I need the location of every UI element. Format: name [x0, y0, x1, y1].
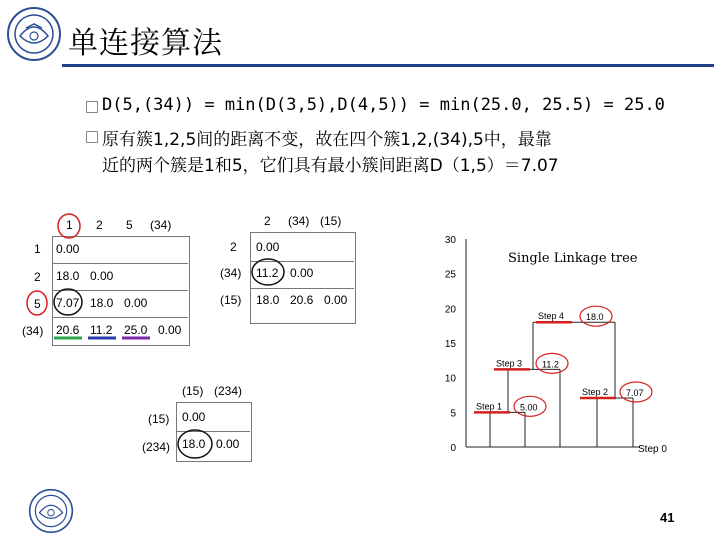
matrix-cell: 0.00: [90, 269, 114, 283]
col-header: 2: [96, 218, 103, 232]
y-tick-label: 5: [450, 408, 456, 420]
y-axis: [445, 235, 466, 454]
step-label: Step 4: [538, 311, 565, 322]
row-header: 2: [230, 240, 237, 254]
row-header: (234): [142, 440, 171, 454]
step-value: 18.0: [586, 312, 604, 323]
col-header: (15): [182, 384, 204, 398]
page-number: 41: [660, 510, 675, 525]
col-header: (15): [320, 214, 342, 228]
row-header: 5: [34, 297, 41, 311]
col-header: 1: [66, 218, 73, 232]
bullet-2-line-1: 原有簇1,2,5间的距离不变，故在四个簇1,2,(34),5中，最靠: [102, 130, 552, 150]
step-value: 7.07: [626, 387, 644, 398]
y-tick-label: 20: [444, 304, 456, 316]
matrix-cell: 20.6: [290, 293, 314, 307]
matrix-cell: 11.2: [90, 323, 113, 337]
matrix-cell: 18.0: [182, 437, 206, 451]
matrix-cell: 0.00: [256, 240, 280, 254]
step-label: Step 2: [582, 386, 609, 397]
slide-title: 单连接算法: [68, 26, 223, 61]
matrix-cell: 18.0: [256, 293, 280, 307]
col-header: (34): [150, 218, 172, 232]
matrix-cell: 7.07: [56, 296, 80, 310]
bullet-2-line-2: 近的两个簇是1和5，它们具有最小簇间距离D（1,5）＝7.07: [102, 156, 559, 176]
matrix-cell: 25.0: [124, 323, 148, 337]
chart-title: Single Linkage tree: [508, 251, 638, 266]
step-value: 5.00: [520, 402, 538, 413]
matrix-cell: 18.0: [90, 296, 114, 310]
step-labels: [474, 306, 652, 416]
bullet-1-text: D(5,(34)) = min(D(3,5),D(4,5)) = min(25.0, 25.5) = 25.0: [102, 95, 665, 115]
university-seal-icon: [28, 488, 74, 534]
step-label: Step 1: [476, 401, 503, 412]
y-tick-label: 10: [444, 373, 456, 385]
step-label: Step 3: [496, 358, 523, 369]
matrix-cell: 0.00: [158, 323, 182, 337]
matrix-cell: 0.00: [324, 293, 348, 307]
matrix-cell: 0.00: [216, 437, 240, 451]
dendrogram-branches: [466, 322, 640, 447]
row-header: 2: [34, 270, 41, 284]
matrix-cell: 0.00: [124, 296, 148, 310]
y-tick-label: 25: [444, 269, 456, 281]
matrix-cell: 20.6: [56, 323, 80, 337]
row-header: 1: [34, 242, 41, 256]
matrix-cell: 0.00: [290, 266, 314, 280]
row-header: (15): [148, 412, 170, 426]
y-tick-label: 30: [444, 235, 456, 246]
matrix-cell: 0.00: [182, 410, 206, 424]
step-value: 11.2: [542, 359, 559, 370]
baseline-label: Step 0: [638, 444, 667, 455]
col-header: (234): [214, 384, 243, 398]
matrix-cell: 0.00: [56, 242, 80, 256]
col-header: 5: [126, 218, 133, 232]
row-header: (15): [220, 293, 242, 307]
col-header: (34): [288, 214, 310, 228]
row-header: (34): [22, 324, 44, 338]
y-tick-label: 0: [450, 443, 456, 454]
matrix-cell: 11.2: [256, 266, 279, 280]
matrix-cell: 18.0: [56, 269, 80, 283]
col-header: 2: [264, 214, 271, 228]
y-tick-label: 15: [444, 339, 456, 350]
row-header: (34): [220, 266, 242, 280]
